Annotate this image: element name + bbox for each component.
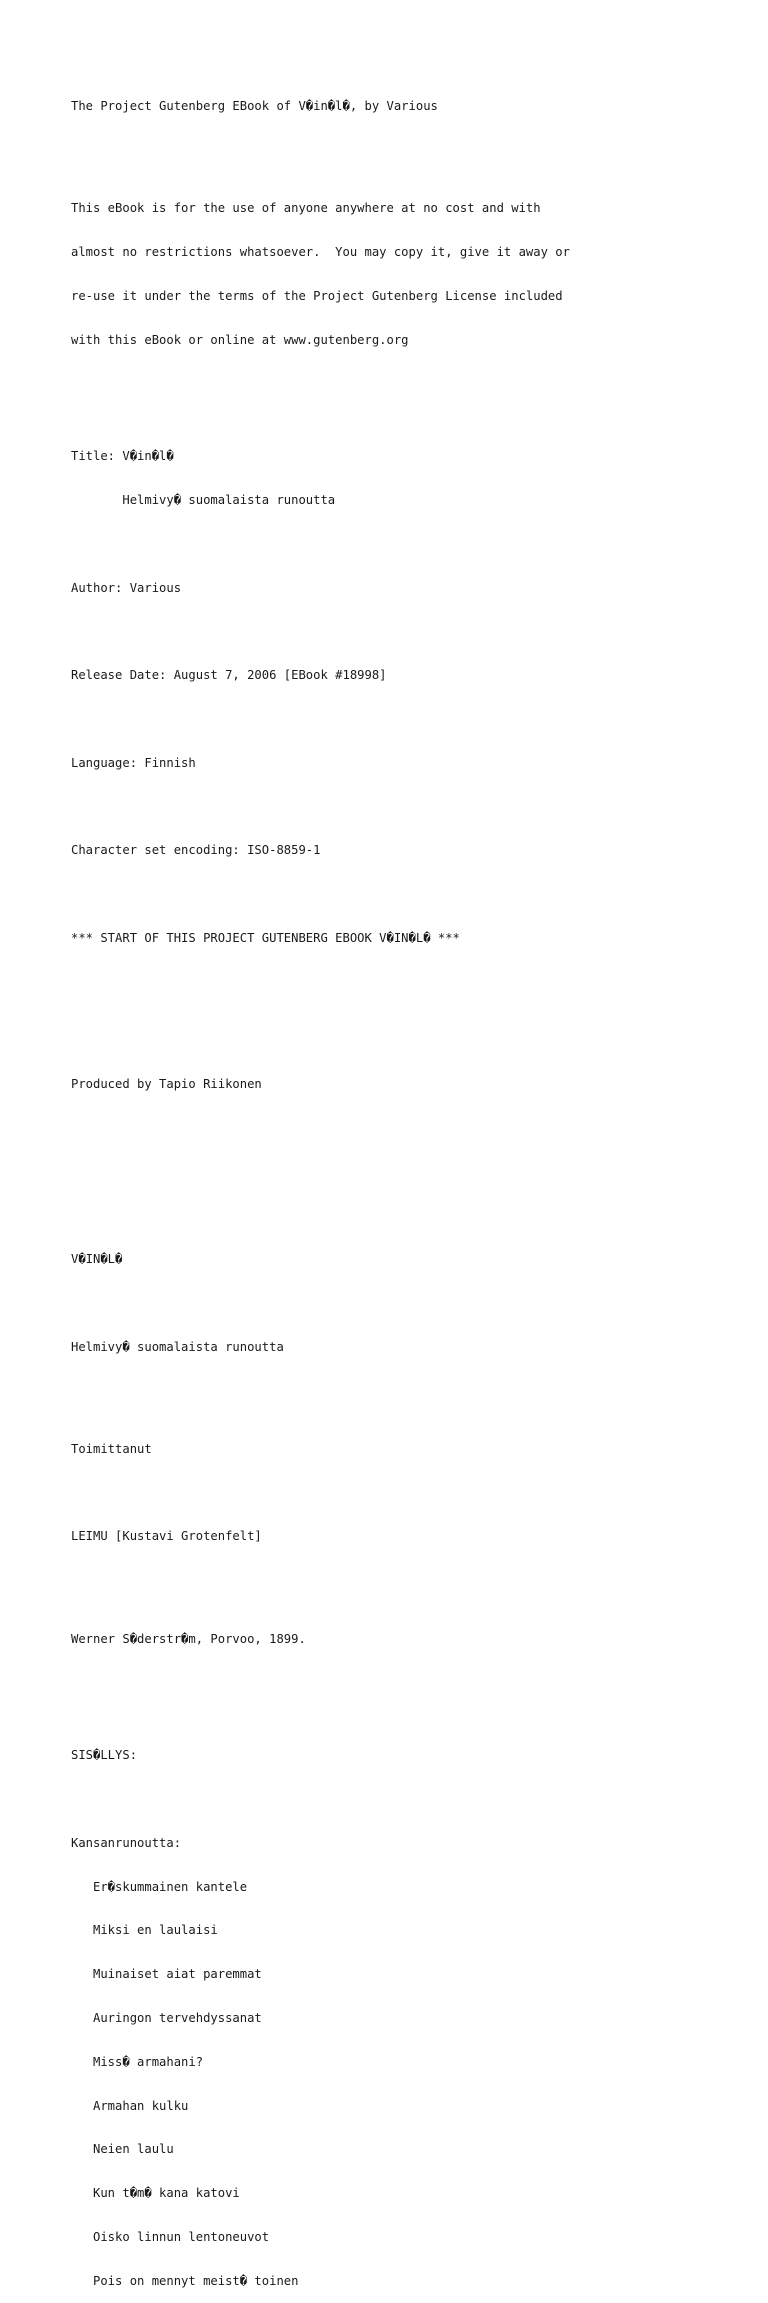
publisher-line: Werner S�derstr�m, Porvoo, 1899. (71, 1631, 306, 1646)
toc-item: Auringon tervehdyssanat (71, 2011, 262, 2026)
toc-item: Miksi en laulaisi (71, 1923, 218, 1938)
license-line: This eBook is for the use of anyone anywhere at no cost and with (71, 201, 541, 216)
editor-name: LEIMU [Kustavi Grotenfelt] (71, 1529, 262, 1544)
language-line: Language: Finnish (71, 755, 196, 770)
encoding-line: Character set encoding: ISO-8859-1 (71, 843, 321, 858)
toc-item: Oisko linnun lentoneuvot (71, 2229, 270, 2244)
book-subtitle: Helmivy� suomalaista runoutta (71, 1339, 284, 1354)
license-line: re-use it under the terms of the Project Gutenberg License included (71, 288, 563, 303)
title-line: Title: V�in�l� (71, 449, 174, 464)
toc-item: Neien laulu (71, 2142, 174, 2157)
license-line: with this eBook or online at www.gutenberg.org (71, 332, 409, 347)
produced-by-line: Produced by Tapio Riikonen (71, 1076, 262, 1091)
license-line: almost no restrictions whatsoever. You may copy it, give it away or (71, 245, 570, 260)
toc-item: Muinaiset aiat paremmat (71, 1967, 262, 1982)
subtitle-line: Helmivy� suomalaista runoutta (71, 493, 336, 508)
start-marker: *** START OF THIS PROJECT GUTENBERG EBOOK V�IN�L� *** (71, 931, 460, 946)
toc-item: Armahan kulku (71, 2098, 189, 2113)
author-line: Author: Various (71, 580, 182, 595)
toc-item: Er�skummainen kantele (71, 1879, 248, 1894)
toc-heading: SIS�LLYS: (71, 1748, 138, 1763)
ebook-text (71, 70, 731, 2303)
release-date-line: Release Date: August 7, 2006 [EBook #18998] (71, 668, 387, 683)
toc-item: Pois on mennyt meist� toinen (71, 2273, 299, 2288)
toc-section: Kansanrunoutta: (71, 1835, 182, 1850)
toc-item: Kun t�m� kana katovi (71, 2186, 240, 2201)
editor-label: Toimittanut (71, 1441, 152, 1456)
book-title: V�IN�L� (71, 1252, 123, 1267)
ebook-header-line: The Project Gutenberg EBook of V�in�l�, by Various (71, 99, 438, 114)
toc-item: Miss� armahani? (71, 2054, 204, 2069)
